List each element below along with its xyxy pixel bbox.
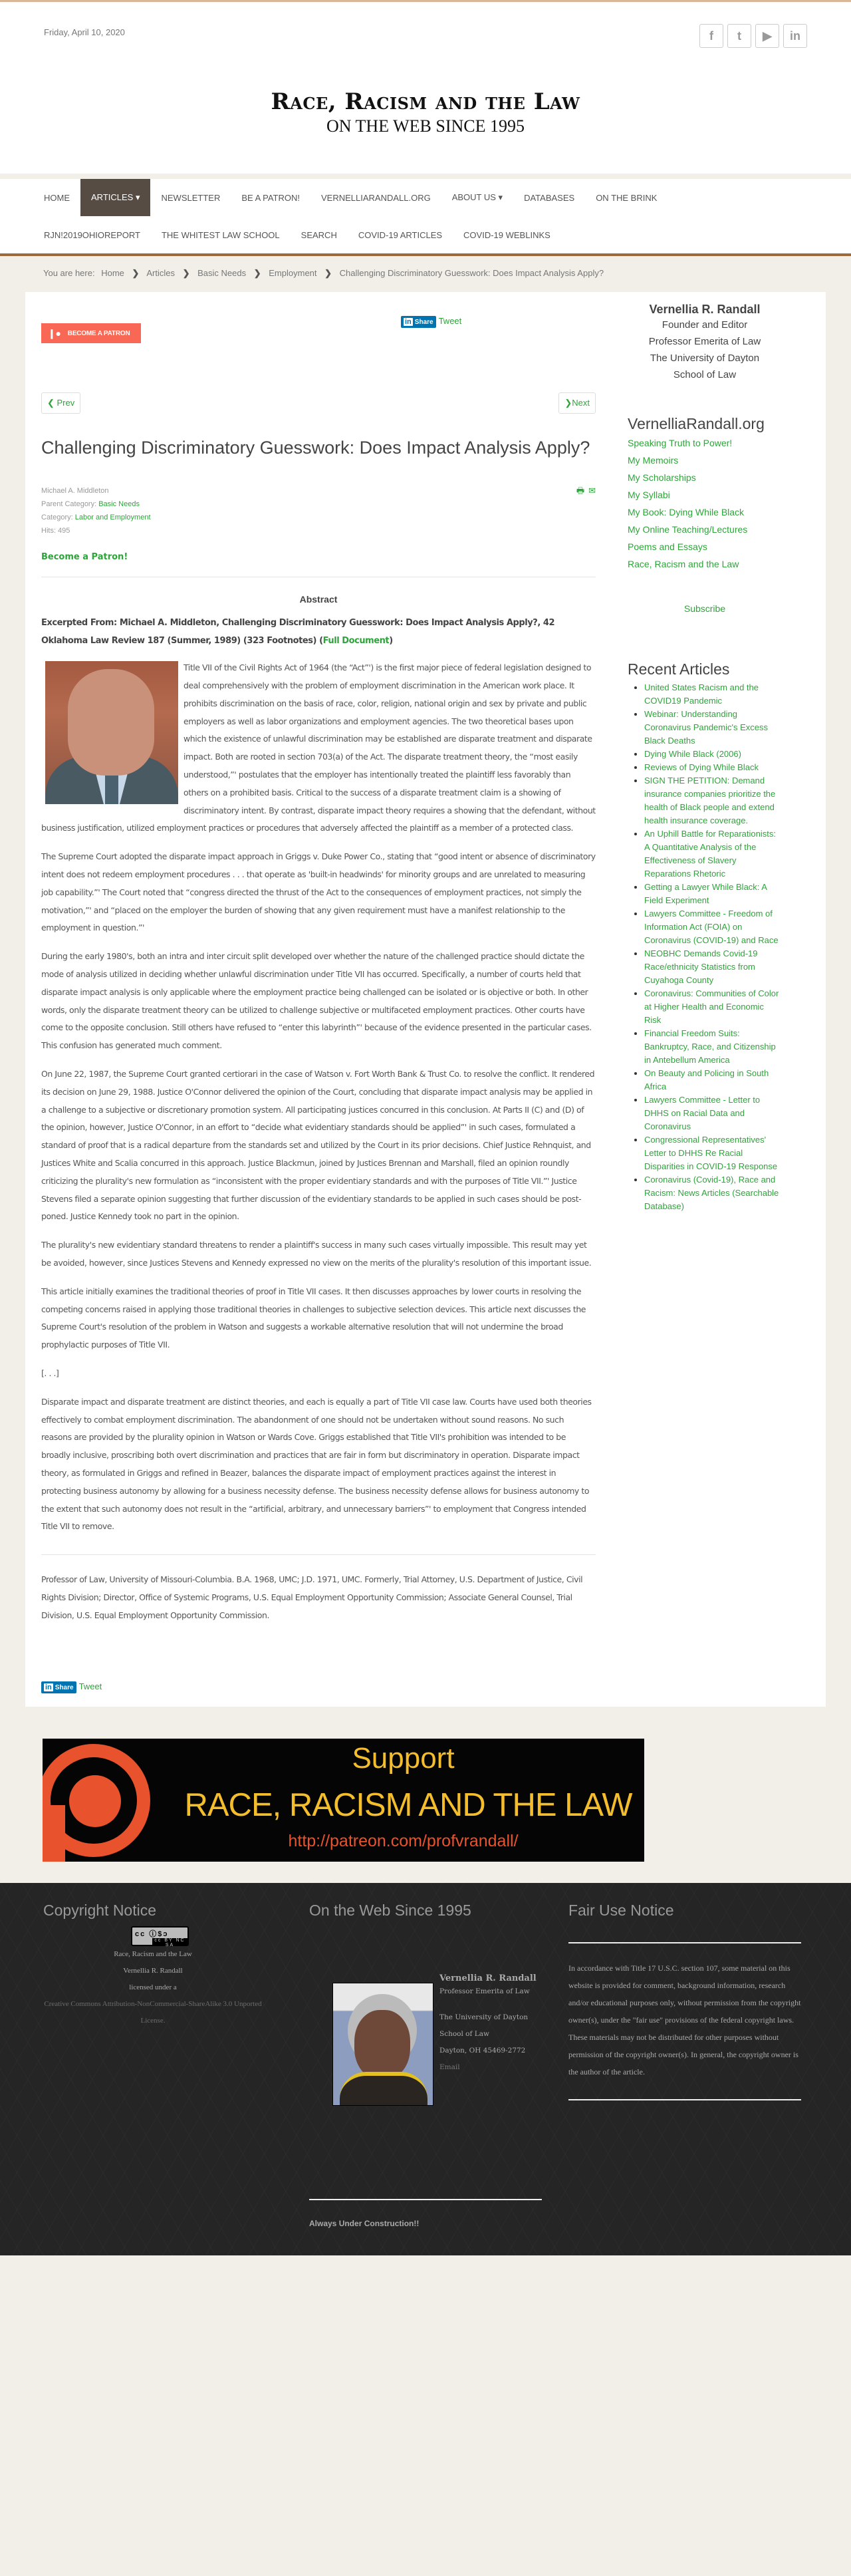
full-document-link[interactable]: Full Document (322, 636, 390, 646)
article-hits: Hits: 495 (41, 527, 70, 535)
divider (568, 1942, 801, 1943)
article-pager (41, 392, 596, 414)
share-bar-top (401, 316, 461, 328)
nav-rjn-2019-ohio-report[interactable]: RJN!2019OHIOREPORT (44, 229, 140, 240)
web-since-heading: On the Web Since 1995 (309, 1902, 471, 1920)
banner-area (0, 1707, 851, 1883)
nav-covid-articles[interactable]: COVID-19 ARTICLES (358, 229, 443, 240)
chevron-right-icon: ❯ (132, 268, 140, 278)
fair-use-text: In accordance with Title 17 U.S.C. section 107, some material on this website is provided for comment, background information, research and/or educational purposes only, without permission from the copyright owner(s), under the "fair use" provisions of the federal copyright laws. These materials may not be distributed for other purposes without permission of the copyright owner(s). In general, the copyright owner is the author of the article. (568, 1963, 801, 2077)
list-item: • NEOBHC Demands Covid-19 Race/ethnicity Statistics from Cuyahoga County (644, 947, 782, 987)
youtube-icon[interactable]: ▶ (755, 24, 779, 48)
email-icon[interactable]: ✉ (588, 486, 596, 496)
divider (309, 2199, 542, 2200)
current-date: Friday, April 10, 2020 (44, 27, 125, 37)
org-links (628, 434, 782, 573)
category-link[interactable]: Labor and Employment (74, 513, 151, 522)
paragraph: Disparate impact and disparate treatment are distinct theories, and each is equally a part of Title VII case law. Courts have used both theories effectively to combat employment discrimination. The abandonment of one should not be undertaken without sound reasons. No such reasons are provided by the plurality opinion in Watson or Wards Cove. Griggs established that Title VII's prohibition was intended to be broadly inclusive, proscribing both overt discrimination and practices that are fair in form but discriminatory in operation. Disparate impact theory, as formulated in Griggs and refined in Beazer, balances the disparate impact of employment practices against the interest in protecting business autonomy by allowing for a business necessity defense. The business necessity defense allows for business autonomy to the extent that such autonomy does not result in the “artificial, arbitrary, and unnecessary barriers”' to employment that Congress intended Title VII to remove. (41, 1396, 592, 1532)
list-item: • Getting a Lawyer While Black: A Field Experiment (644, 881, 782, 907)
breadcrumb-current: Challenging Discriminatory Guesswork: Does Impact Analysis Apply? (339, 268, 604, 278)
linkedin-share-button[interactable]: in Share (41, 1681, 76, 1693)
banner-line-1: Support (352, 1742, 455, 1775)
breadcrumb-basic-needs[interactable]: Basic Needs (197, 268, 247, 278)
excerpt-citation: Excerpted From: Michael A. Middleton, Challenging Discriminatory Guesswork: Does Impact Analysis Apply?, 42 Oklahoma Law Review 187 (Summer, 1989) (323 Footnotes) (Full Document) (41, 618, 555, 646)
article-meta: Michael A. Middleton Parent Category: Basic Needs Category: Labor and Employment Hits: 495 🖶 ✉ (41, 484, 596, 537)
sidebar-link[interactable]: Poems and Essays (628, 541, 707, 552)
breadcrumb-home[interactable]: Home (101, 268, 124, 278)
author-photo (45, 661, 178, 804)
paragraph: The plurality's new evidentiary standard threatens to render a plaintiff's success in many such cases virtually impossible. This result may yet be avoided, however, since Justices Stevens and Kennedy expressed no view on the merits of the plurality's resolution of this important issue. (41, 1240, 592, 1268)
paragraph: This article initially examines the traditional theories of proof in Title VII cases. It then discusses approaches by lower courts in resolving the competing concerns raised in applying those traditional theories in challenges to subjective selection devices. This article next discusses the Supreme Court's resolution of the problem in Watson and suggests a workable alternative resolution that will not undermine the broad prophylactic purposes of Title VII. (41, 1286, 586, 1350)
author-bio: Professor of Law, University of Missouri-Columbia. B.A. 1968, UMC; J.D. 1971, UMC. Formerly, Trial Attorney, U.S. Department of Justice, Civil Rights Division; Director, Office of Systemic Programs, U.S. Equal Employment Opportunity Commission; Associate General Counsel, Trial Division, U.S. Equal Employment Opportunity Commission. (41, 1574, 583, 1620)
list-item: • Dying While Black (2006) (644, 748, 782, 761)
site-header (0, 2, 851, 174)
print-icon[interactable]: 🖶 (576, 486, 585, 496)
paragraph: During the early 1980's, both an intra and inter circuit split developed over whether the nature of the challenged practice should dictate the mode of analysis utilized in deciding whether unlawful discrimination under Title VII has occurred. Specifically, a number of courts held that disparate impact analysis is only applicable where the employment practice being challenged can be isolated or is objective or both. In other words, only the disparate treatment theory can be utilized to challenge subjective or multifaceted employment practices. Other courts have come to the opposite conclusion. Still others have refused to “enter this labyrinth”' because of the evidence presented in the particular cases. This confusion has generated much comment. (41, 951, 592, 1051)
recent-articles-heading: Recent Articles (628, 660, 730, 678)
sidebar-link[interactable]: My Syllabi (628, 490, 670, 500)
chevron-right-icon: ❯ (182, 268, 190, 278)
recent-articles-list (644, 681, 782, 1213)
page-content (25, 292, 826, 1707)
paragraph: On June 22, 1987, the Supreme Court granted certiorari in the case of Watson v. Fort Worth Bank & Trust Co. to resolve the conflict. It rendered its decision on June 29, 1988. Justice O'Connor delivered the opinion of the Court, concluding that disparate impact analysis may be applied in a challenge to a subjective or discretionary promotion system. All participating justices concurred in this conclusion. At Parts II (C) and (D) of the opinion, however, Justice O'Connor, in an effort to “decide what evidentiary standards should be applied”' in such cases, formulated a standard of proof that is a radical departure from the standards set and utilized by the Court in its prior decisions. Chief Justice Rehnquist, and Justices White and Scalia concurred in this approach. Justice Blackmun, joined by Justices Brennan and Marshall, filed an opinion roundly criticizing the plurality's new formulation as “inconsistent with the proper evidentiary standards and with the purposes of Title VII.”' Justice Stevens filed a separate opinion suggesting that further discussion of the evidentiary standards to be applied in such cases should be post-poned. Justice Kennedy took no part in the opinion. (41, 1068, 595, 1222)
linkedin-icon: in (45, 1683, 52, 1692)
divider (568, 2099, 801, 2100)
become-patron-button[interactable]: ❙● BECOME A PATRON (41, 323, 141, 343)
main-nav (0, 179, 851, 256)
ellipsis: [. . .] (41, 1367, 59, 1378)
nav-row-1 (33, 179, 818, 216)
list-item: • Congressional Representatives' Letter to DHHS Re Racial Disparities in COVID-19 Response (644, 1133, 782, 1173)
article-title: Challenging Discriminatory Guesswork: Does Impact Analysis Apply? (41, 438, 590, 458)
patreon-icon: ❙● (48, 327, 61, 339)
next-button[interactable]: ❯Next (558, 392, 596, 414)
breadcrumb (0, 256, 851, 292)
tweet-link[interactable]: Tweet (78, 1681, 102, 1692)
nav-whitest-law-school[interactable]: THE WHITEST LAW SCHOOL (161, 229, 280, 240)
fair-use-heading: Fair Use Notice (568, 1902, 674, 1920)
cc-license-badge-icon[interactable]: cc ⓘ$ↄ cc BY NC SA (131, 1926, 189, 1946)
tweet-link[interactable]: Tweet (438, 316, 462, 326)
copyright-heading: Copyright Notice (43, 1902, 157, 1920)
org-heading: VernelliaRandall.org (628, 415, 765, 432)
nav-search[interactable]: SEARCH (301, 229, 337, 240)
list-item: • On Beauty and Policing in South Africa (644, 1067, 782, 1093)
share-bar-bottom (41, 1681, 596, 1707)
sidebar-link[interactable]: Speaking Truth to Power! (628, 438, 733, 448)
breadcrumb-label: You are here: (43, 268, 95, 278)
prev-button[interactable]: ❮ Prev (41, 392, 80, 414)
contact-name: Vernellia R. Randall (439, 1973, 537, 1984)
abstract-heading: Abstract (299, 594, 338, 605)
email-link[interactable]: Email (439, 2063, 460, 2072)
list-item: • Webinar: Understanding Coronavirus Pandemic's Excess Black Deaths (644, 708, 782, 748)
article (25, 292, 612, 1707)
sidebar-link[interactable]: My Memoirs (628, 455, 679, 466)
logo-subtitle: ON THE WEB SINCE 1995 (326, 116, 525, 136)
sidebar-link[interactable]: My Online Teaching/Lectures (628, 524, 748, 535)
list-item: • An Uphill Battle for Reparationists: A Quantitative Analysis of the Effectiveness of Slavery Reparations Rhetoric (644, 827, 782, 881)
list-item: • Reviews of Dying While Black (644, 761, 782, 774)
linkedin-icon: in (405, 318, 412, 326)
list-item: • Coronavirus: Communities of Color at Higher Health and Economic Risk (644, 987, 782, 1027)
list-item: • Coronavirus (Covid-19), Race and Racism: News Articles (Searchable Database) (644, 1173, 782, 1213)
site-footer (0, 1883, 851, 2255)
nav-newsletter[interactable]: NEWSLETTER (161, 192, 221, 203)
banner-url: http://patreon.com/profvrandall/ (288, 1832, 519, 1851)
list-item: • United States Racism and the COVID19 Pandemic (644, 681, 782, 708)
footer-copyright: Copyright Notice cc ⓘ$ↄ cc BY NC SA Race, Racism and the Law Vernellia R. Randall licensed under a Creative Commons Attribution-NonCommercial-ShareAlike 3.0 Unported License. (43, 1902, 263, 2029)
breadcrumb-articles[interactable]: Articles (146, 268, 175, 278)
nav-on-the-brink[interactable]: ON THE BRINK (596, 192, 658, 203)
divider (41, 1554, 596, 1555)
nav-verneliarandall-org[interactable]: VERNELLIARANDALL.ORG (320, 192, 431, 203)
list-item: • Lawyers Committee - Letter to DHHS on Racial Data and Coronavirus (644, 1093, 782, 1133)
logo-title: Race, Racism and the Law (271, 88, 580, 115)
nav-row-2 (33, 216, 818, 253)
editor-name: Vernellia R. Randall (649, 303, 761, 316)
editor-photo (332, 1983, 433, 2106)
patreon-banner[interactable] (43, 1739, 644, 1862)
nav-about-us[interactable]: ABOUT US ▾ (451, 192, 503, 202)
under-construction-note: Always Under Construction!! (309, 2219, 420, 2229)
license-link[interactable]: Creative Commons Attribution-NonCommercial-ShareAlike 3.0 Unported License. (44, 2000, 262, 2025)
footer-bottom (309, 2199, 542, 2228)
list-item: • SIGN THE PETITION: Demand insurance companies prioritize the health of Black people and extend health insurance coverage. (644, 774, 782, 827)
sidebar: Vernellia R. Randall Founder and Editor Professor Emerita of Law The University of Dayton School of Law VernelliaRandall.org Speaking Truth to Power! My Memoirs My Scholarships My Syllabi My Book: Dying While Black My Online Teaching/Lectures Poems and Essays Race, Racism and the Law Subscribe Recent Articles • United States Racism and the COVID19 Pandemic • Webinar: Understanding Coronavirus Pandemic's Excess Black Deaths • Dying While Black (2006) • Reviews of Dying While Black • SIGN THE PETITION: Demand insurance companies prioritize the health of Black people and extend health insurance coverage. • An Uphill Battle for Reparationists: A Quantitative Analysis of the Effectiveness of Slavery Reparations Rhetoric • Getting a Lawyer While Black: A Field Experiment • Lawyers Committee - Freedom of Information Act (FOIA) on Coronavirus (COVID-19) and Race • NEOBHC Demands Covid-19 Race/ethnicity Statistics from Cuyahoga County • Coronavirus: Communities of Color at Higher Health and Economic Risk • Financial Freedom Suits: Bankruptcy, Race, and Citizenship in Antebellum America • On Beauty and Policing in South Africa • Lawyers Committee - Letter to DHHS on Racial Data and Coronavirus • Congressional Representatives' Letter to DHHS Re Racial Disparities in COVID-19 Response • Coronavirus (Covid-19), Race and Racism: News Articles (Searchable Database) (612, 292, 798, 1707)
sidebar-link[interactable]: Race, Racism and the Law (628, 559, 739, 569)
footer-fair-use (568, 1902, 808, 2100)
subscribe-link[interactable]: Subscribe (683, 603, 726, 614)
article-body (41, 614, 596, 1624)
list-item: • Lawyers Committee - Freedom of Information Act (FOIA) on Coronavirus (COVID-19) and Race (644, 907, 782, 947)
nav-databases[interactable]: DATABASES (524, 192, 575, 203)
banner-line-2: RACE, RACISM AND THE LAW (184, 1787, 632, 1824)
nav-articles[interactable]: ARTICLES ▾ (80, 179, 150, 216)
sidebar-link[interactable]: My Book: Dying While Black (628, 507, 745, 517)
paragraph: The Supreme Court adopted the disparate impact approach in Griggs v. Duke Power Co., stating that “good intent or absence of discriminatory intent does not redeem employment procedures . . . that operate as 'built-in headwinds' for minority groups and are unrelated to measuring job capability.”' The Court noted that “congress directed the thrust of the Act to the consequences of employment practices, not simply the motivation,”' and “placed on the employer the burden of showing that any given requirement must have a manifest relationship to the employment in question.”' (41, 851, 596, 933)
parent-category-link[interactable]: Basic Needs (98, 500, 140, 509)
linkedin-share-button[interactable]: in Share (401, 316, 436, 328)
chevron-right-icon: ❯ (253, 268, 261, 278)
paragraph: Title VII of the Civil Rights Act of 1964 (the “Act”') is the first major piece of federal legislation designed to deal comprehensively with the problem of employment discrimination in the American work place. It prohibits discrimination on the basis of race, color, religion, national origin and sex by private and public employers as well as labor organizations and employment agencies. The two theoretical bases upon which the existence of unlawful discrimination may be established are disparate treatment and disparate impact. Both are rooted in section 703(a) of the Act. The disparate treatment theory, the “most easily understood,”' postulates that the employer has intentionally treated the plaintiff less favorably than others on a prohibited basis. Critical to the success of a disparate treatment claim is a showing of discriminatory intent. By contrast, disparate impact theory requires a showing that the defendant, without business justification, utilized employment practices or procedures that adversely affected the plaintiff as a member of a protected class. (41, 662, 596, 833)
sidebar-link[interactable]: My Scholarships (628, 472, 696, 483)
list-item: • Financial Freedom Suits: Bankruptcy, Race, and Citizenship in Antebellum America (644, 1027, 782, 1067)
nav-home[interactable]: HOME (44, 192, 70, 203)
linkedin-icon[interactable]: in (783, 24, 807, 48)
nav-covid-weblinks[interactable]: COVID-19 WEBLINKS (463, 229, 550, 240)
become-patron-link[interactable]: Become a Patron! (41, 552, 128, 563)
footer-contact: On the Web Since 1995 Vernellia R. Randall Professor Emerita of Law The University of Dayton School of Law Dayton, OH 45469-2772 Email (309, 1902, 548, 1920)
breadcrumb-employment[interactable]: Employment (269, 268, 317, 278)
twitter-icon[interactable]: t (727, 24, 751, 48)
facebook-icon[interactable]: f (699, 24, 723, 48)
nav-be-a-patron[interactable]: BE A PATRON! (241, 192, 300, 203)
site-logo[interactable] (0, 88, 851, 136)
chevron-right-icon: ❯ (324, 268, 332, 278)
social-links (699, 24, 807, 48)
article-author: Michael A. Middleton (41, 487, 109, 496)
